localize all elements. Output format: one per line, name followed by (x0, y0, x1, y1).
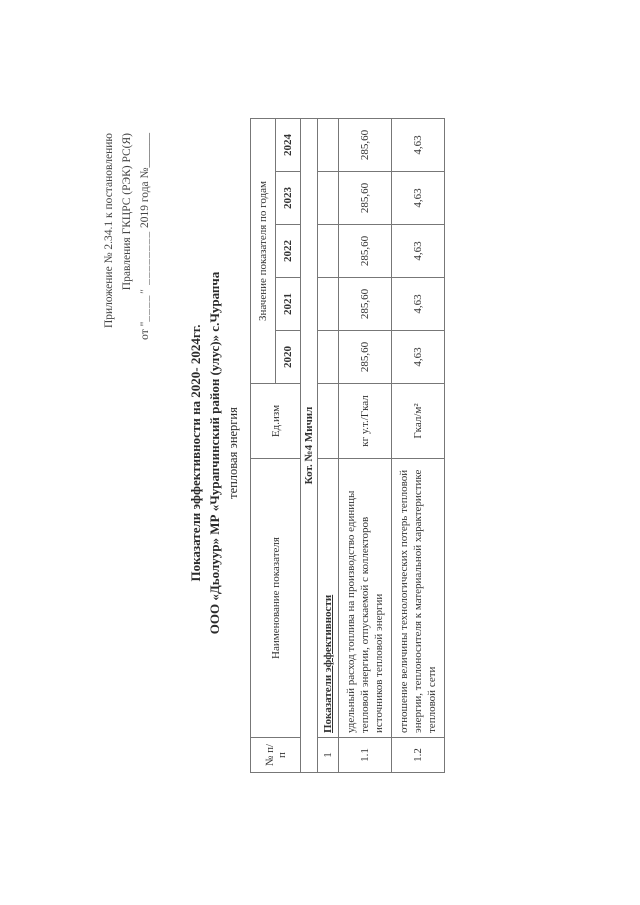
header-values-group: Значение показателя по годам (251, 118, 276, 383)
header-year: 2023 (276, 171, 301, 224)
empty-cell (318, 383, 339, 458)
row-value: 285,60 (339, 118, 392, 171)
title-line-1: Показатели эффективности на 2020- 2024гг. (188, 324, 203, 581)
row-name: удельный расход топлива на производство единицы тепловой энергии, отпускаемой с коллекторов источников тепловой энергии (339, 458, 392, 737)
annex-line-1: Приложение № 2.34.1 к постановлению (103, 132, 115, 328)
row-unit: кг у.т./Гкал (339, 383, 392, 458)
row-value: 4,63 (392, 330, 445, 383)
annex-date-prefix: от " (139, 321, 151, 340)
handwritten-date: ____" ________ (139, 230, 151, 322)
document-title (186, 93, 243, 813)
row-no: 1.1 (339, 737, 392, 772)
header-year: 2022 (276, 224, 301, 277)
section-no: 1 (318, 737, 339, 772)
header-name: Наименование показателя (251, 458, 301, 737)
row-value: 285,60 (339, 330, 392, 383)
header-unit: Ед.изм (251, 383, 301, 458)
empty-cell (318, 224, 339, 277)
indicators-table (250, 118, 445, 773)
table-row (392, 118, 445, 772)
row-value: 4,63 (392, 118, 445, 171)
title-line-3: тепловая энергия (226, 406, 240, 499)
row-value: 285,60 (339, 277, 392, 330)
annex-date-suffix: 2019 года №______ (139, 132, 151, 228)
row-value: 285,60 (339, 171, 392, 224)
table-row (339, 118, 392, 772)
boiler-row (301, 118, 318, 772)
header-no: № п/п (251, 737, 301, 772)
row-name: отношение величины технологических потерь тепловой энергии, теплоносителя к материальной характеристике тепловой сети (392, 458, 445, 737)
header-year: 2024 (276, 118, 301, 171)
boiler-label: Кот. №4 Мичил (301, 118, 318, 772)
row-value: 285,60 (339, 224, 392, 277)
document-page (90, 93, 550, 813)
title-line-2: ООО «Дьолуур» МР «Чурапчинский район (улус)» с.Чурапча (207, 271, 222, 634)
header-year: 2020 (276, 330, 301, 383)
row-unit: Гкал/м² (392, 383, 445, 458)
empty-cell (318, 118, 339, 171)
row-value: 4,63 (392, 171, 445, 224)
annex-line-3 (136, 133, 154, 413)
row-value: 4,63 (392, 224, 445, 277)
empty-cell (318, 171, 339, 224)
section-name: Показатели эффективности (318, 458, 339, 737)
empty-cell (318, 330, 339, 383)
empty-cell (318, 277, 339, 330)
row-value: 4,63 (392, 277, 445, 330)
row-no: 1.2 (392, 737, 445, 772)
annex-note (100, 133, 154, 413)
annex-line-2: Правления ГКЦРС (РЭК) РС(Я) (121, 132, 133, 290)
header-year: 2021 (276, 277, 301, 330)
section-row (318, 118, 339, 772)
